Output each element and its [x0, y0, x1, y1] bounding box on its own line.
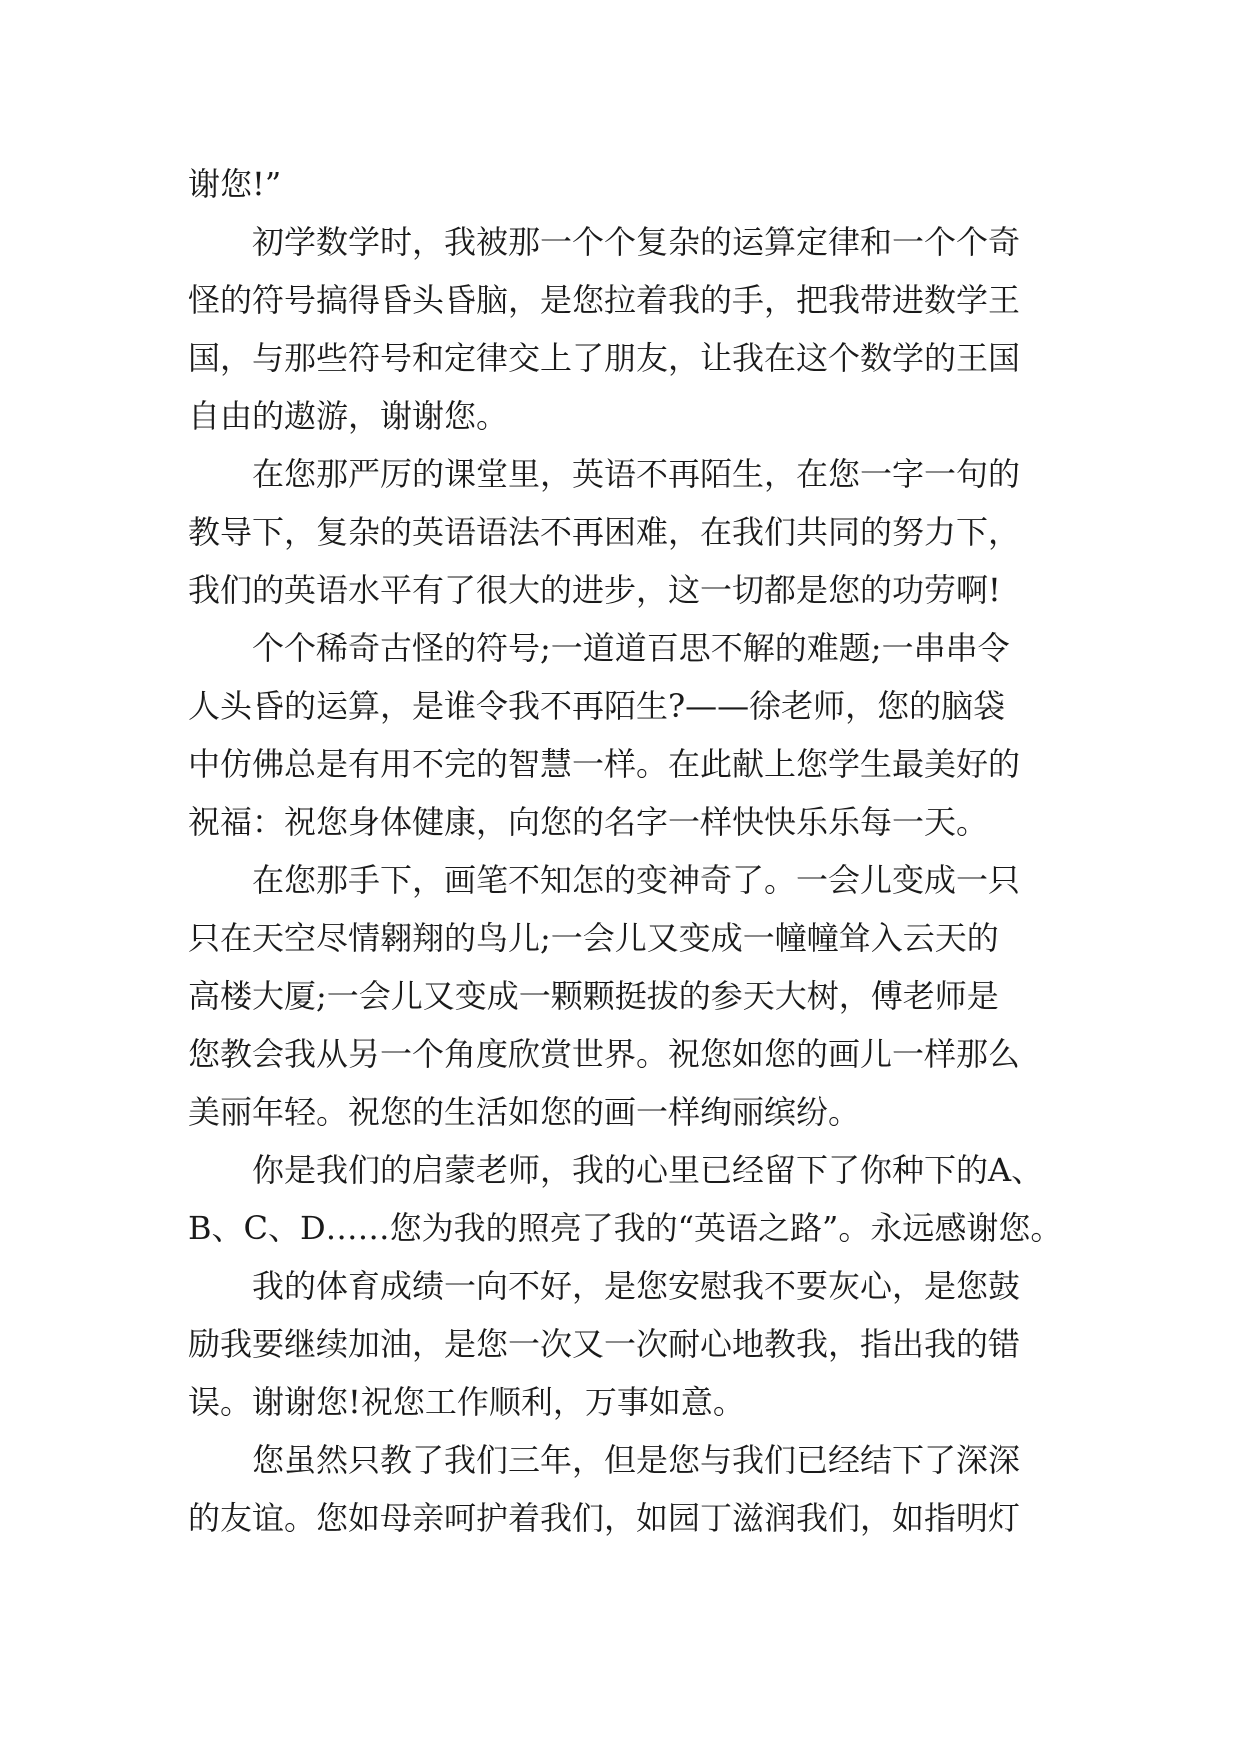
paragraph-8: 您虽然只教了我们三年，但是您与我们已经结下了深深 的友谊。您如母亲呵护着我们，如园丁滋润我们，如指明灯 — [188, 1441, 1021, 1537]
paragraph-2: 初学数学时，我被那一个个复杂的运算定律和一个个奇 怪的符号搞得昏头昏脑，是您拉着我的手，把我带进数学王 国，与那些符号和定律交上了朋友，让我在这个数学的王国 自由的遨游，谢谢您。 — [188, 223, 1021, 435]
paragraph-4: 个个稀奇古怪的符号;一道道百思不解的难题;一串串令 人头昏的运算，是谁令我不再陌生?——徐老师，您的脑袋 中仿佛总是有用不完的智慧一样。在此献上您学生最美好的 祝福：祝您身体健康，向您的名字一样快快乐乐每一天。 — [188, 629, 1021, 841]
paragraph-1: 谢您!” — [188, 165, 282, 203]
paragraph-3: 在您那严厉的课堂里，英语不再陌生，在您一字一句的 教导下，复杂的英语语法不再困难，在我们共同的努力下， 我们的英语水平有了很大的进步，这一切都是您的功劳啊! — [188, 455, 1021, 609]
paragraph-6: 你是我们的启蒙老师，我的心里已经留下了你种下的A、 B、C、D……您为我的照亮了我的“英语之路”。永远感谢您。 — [188, 1151, 1063, 1247]
paragraph-7: 我的体育成绩一向不好，是您安慰我不要灰心，是您鼓 励我要继续加油，是您一次又一次耐心地教我，指出我的错 误。谢谢您!祝您工作顺利，万事如意。 — [188, 1267, 1021, 1421]
paragraph-5: 在您那手下，画笔不知怎的变神奇了。一会儿变成一只 只在天空尽情翱翔的鸟儿;一会儿又变成一幢幢耸入云天的 高楼大厦;一会儿又变成一颗颗挺拔的参天大树，傅老师是 您教会我从另一个角度欣赏世界。祝您如您的画儿一样那么 美丽年轻。祝您的生活如您的画一样绚丽缤纷。 — [188, 861, 1021, 1131]
document-body — [188, 155, 1068, 1547]
